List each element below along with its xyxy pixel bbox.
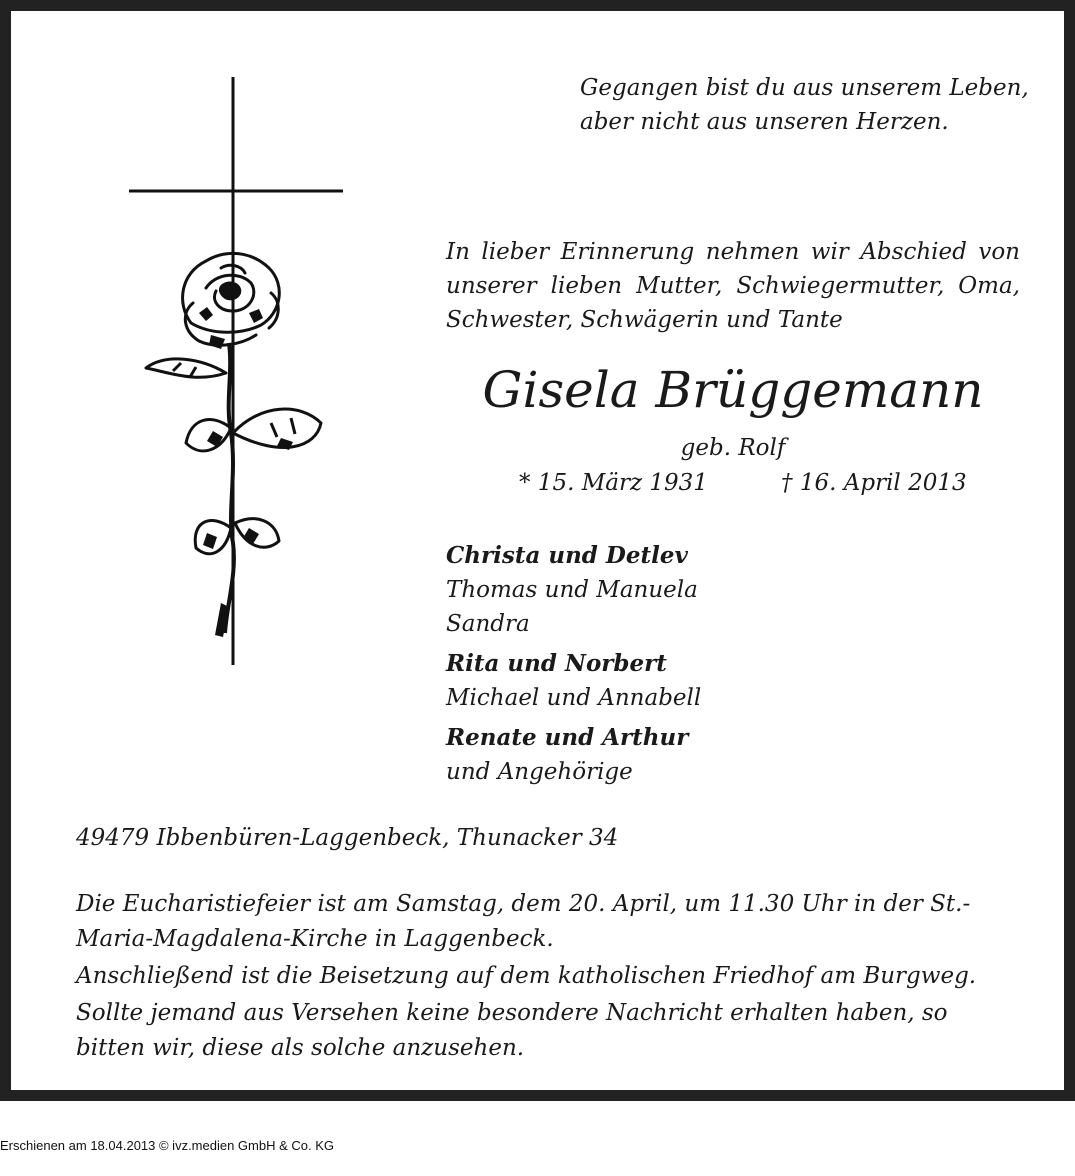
mourners-list: [446, 539, 1020, 795]
death-date: † 16. April 2013: [781, 470, 967, 496]
mourner-group: [446, 647, 1020, 715]
mourner-group: [446, 539, 1020, 641]
mourner-group-head: Rita und Norbert: [446, 650, 667, 677]
service-notes: [76, 887, 1020, 1066]
mourner-group-head: Renate und Arthur: [446, 724, 689, 751]
motto-line-1: Gegangen bist du aus unserem Leben,: [580, 75, 1029, 101]
maiden-name: geb. Rolf: [680, 435, 786, 461]
service-note: Die Eucharistiefeier ist am Samstag, dem 20. April, um 11.30 Uhr in der St.-Maria-Magdalena-Kirche in Laggenbeck.: [76, 891, 971, 952]
mourner-line: Michael und Annabell: [446, 685, 702, 711]
publication-footer: Erschienen am 18.04.2013 © ivz.medien GmbH & Co. KG: [0, 1138, 335, 1153]
mourner-line: Sandra: [446, 611, 530, 637]
mourner-group-head: Christa und Detlev: [446, 542, 688, 569]
service-note: Sollte jemand aus Versehen keine besondere Nachricht erhalten haben, so bitten wir, diese als solche anzusehen.: [76, 1000, 948, 1061]
mourner-group: [446, 721, 1020, 789]
service-note: Anschließend ist die Beisetzung auf dem katholischen Friedhof am Burgweg.: [76, 963, 977, 989]
motto-line-2: aber nicht aus unseren Herzen.: [580, 109, 949, 135]
family-address: 49479 Ibbenbüren-Laggenbeck, Thunacker 34: [76, 825, 619, 851]
motto-verse: [580, 71, 1040, 139]
cross-with-rose-icon: [121, 73, 351, 673]
life-dates: [519, 466, 1019, 500]
birth-date: * 15. März 1931: [519, 470, 708, 496]
mourner-line: Thomas und Manuela: [446, 577, 698, 603]
mourner-line: und Angehörige: [446, 759, 633, 785]
intro-text: In lieber Erinnerung nehmen wir Abschied von unserer lieben Mutter, Schwiegermutter, Oma, Schwester, Schwägerin und Tante: [446, 239, 1020, 333]
deceased-name: Gisela Brüggemann: [482, 361, 984, 419]
